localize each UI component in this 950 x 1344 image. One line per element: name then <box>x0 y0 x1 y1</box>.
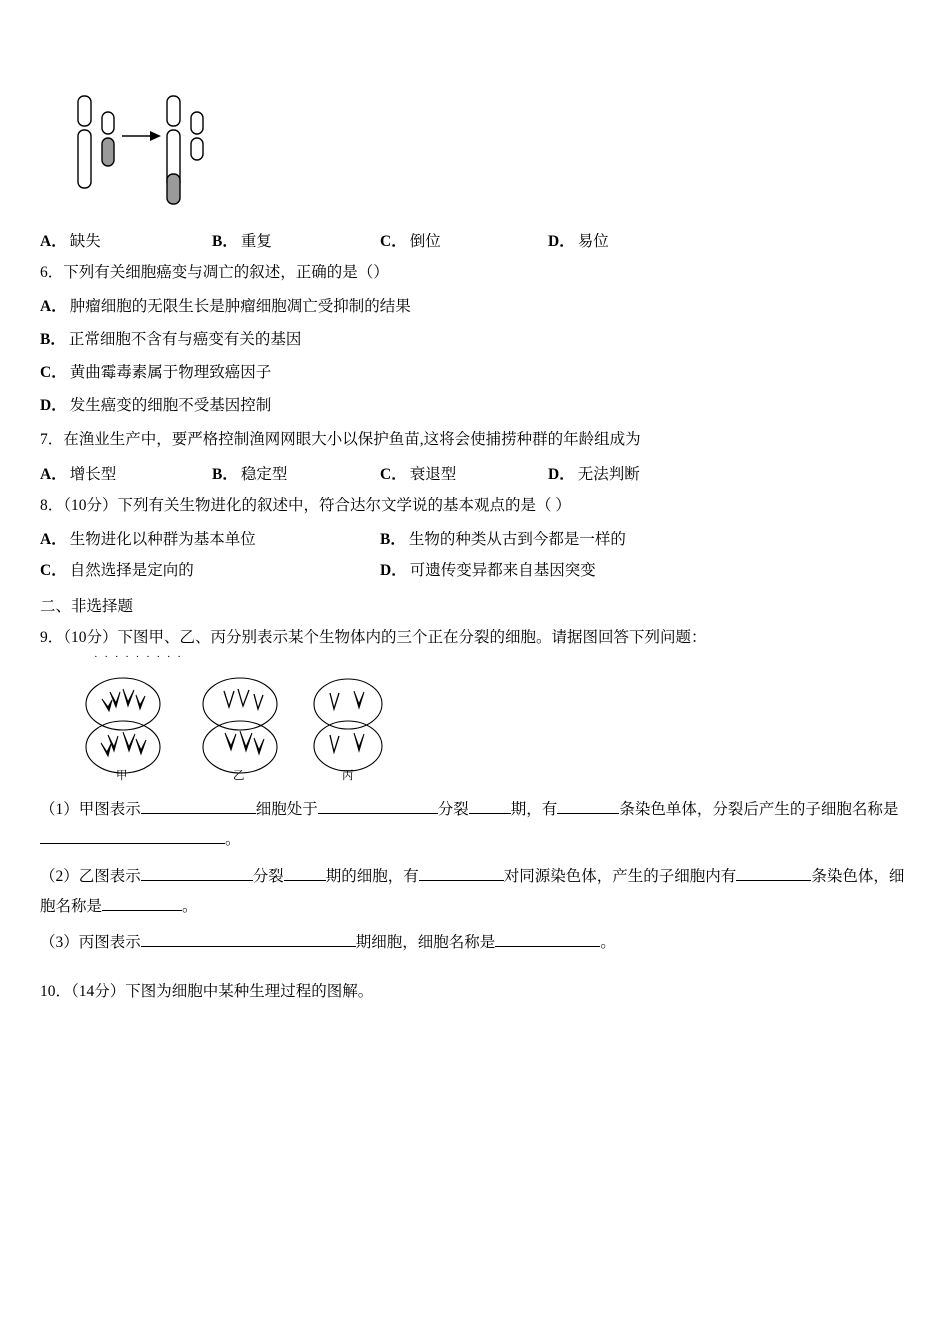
q9-sub1-b: 细胞处于 <box>255 801 318 819</box>
q6-option-a <box>40 295 910 319</box>
q6-option-c-label: C． <box>40 363 67 381</box>
q5-option-c-label: C． <box>380 233 407 250</box>
figure-caption-bing: 丙 <box>342 770 354 783</box>
q9-sub1-e: 条染色单体，分裂后产生的子细胞名称是 <box>619 801 899 819</box>
q9-sub2-b: 分裂 <box>252 867 284 885</box>
q9-sub1-blank4[interactable] <box>557 797 619 814</box>
q7-option-d <box>548 462 716 484</box>
q8-stem: 8．（10分）下列有关生物进化的叙述中，符合达尔文学说的基本观点的是（ ） <box>40 496 571 514</box>
q7-options-row <box>40 462 910 484</box>
q6-option-d-text: 发生癌变的细胞不受基因控制 <box>69 396 272 414</box>
q6-option-c <box>40 361 910 385</box>
q9-sub1-blank1[interactable] <box>141 797 256 814</box>
q5-option-c-text: 倒位 <box>409 233 441 250</box>
q8-option-d-label: D． <box>380 562 407 580</box>
q6-option-b <box>40 328 910 352</box>
q9-sub2-f: 。 <box>182 897 198 915</box>
q9-sub1-d: 期，有 <box>510 801 558 819</box>
q5-option-b-text: 重复 <box>240 233 272 250</box>
q9-stem: 9．（10分）下图甲、乙、丙分别表示某个生物体内的三个正在分裂的细胞。请据图回答下列问题： <box>40 629 707 647</box>
q5-option-a-text: 缺失 <box>69 233 101 250</box>
q9-sub1-c: 分裂 <box>437 801 469 819</box>
q5-option-b-label: B． <box>212 233 238 250</box>
q8-options-row-2 <box>40 558 910 580</box>
q5-option-a-label: A． <box>40 233 67 250</box>
q6-option-d <box>40 394 910 418</box>
q8-option-c-label: C． <box>40 562 67 580</box>
chromosome-variation-diagram <box>60 90 260 220</box>
q7-option-d-text: 无法判断 <box>577 465 640 483</box>
q8-option-c-text: 自然选择是定向的 <box>69 562 194 580</box>
q7-option-a <box>40 462 212 484</box>
q5-option-c <box>380 229 548 251</box>
q9-sub3-a: （3）丙图表示 <box>40 934 141 952</box>
q5-options-row <box>40 229 910 251</box>
q7-option-b-label: B． <box>212 465 238 483</box>
q9-sub2-blank5[interactable] <box>102 894 182 911</box>
q8-option-a-label: A． <box>40 531 67 549</box>
q8-option-b-text: 生物的种类从古到今都是一样的 <box>408 531 626 549</box>
figure-caption-yi: 乙 <box>233 770 245 783</box>
q9-sub2-e: 条染色体，细胞名称是 <box>40 867 905 915</box>
q7-option-a-label: A． <box>40 465 67 483</box>
q8-option-d <box>380 558 720 580</box>
q7-option-c-text: 衰退型 <box>409 465 457 483</box>
q8-option-a <box>40 527 380 549</box>
q7-option-b-text: 稳定型 <box>240 465 288 483</box>
figure-caption-jia: 甲 <box>116 770 128 783</box>
q8-option-c <box>40 558 380 580</box>
q9-sub2-blank2[interactable] <box>284 863 326 880</box>
q7-option-c <box>380 462 548 484</box>
q9-sub1-blank5[interactable] <box>40 827 225 844</box>
q7-option-b <box>212 462 380 484</box>
q8-option-d-text: 可遗传变异都来自基因突变 <box>409 562 596 580</box>
q9-sub2-blank3[interactable] <box>419 863 504 880</box>
q5-option-d-label: D． <box>548 233 575 250</box>
q9-sub2-a: （2）乙图表示 <box>40 867 141 885</box>
q5-option-a <box>40 229 212 251</box>
q9-sub2-c: 期的细胞，有 <box>325 867 419 885</box>
page-content <box>40 90 910 1007</box>
q9-sub2-blank1[interactable] <box>141 863 253 880</box>
q9-sub2-d: 对同源染色体，产生的子细胞内有 <box>503 867 737 885</box>
q9-sub2 <box>40 862 910 922</box>
q7-option-c-label: C． <box>380 465 407 483</box>
q6-option-a-text: 肿瘤细胞的无限生长是肿瘤细胞凋亡受抑制的结果 <box>69 297 411 315</box>
q9-sub1-blank3[interactable] <box>469 797 511 814</box>
q8-option-a-text: 生物进化以种群为基本单位 <box>69 531 256 549</box>
dividing-cells-figure <box>68 651 398 789</box>
q6-option-b-text: 正常细胞不含有与癌变有关的基因 <box>68 330 302 348</box>
q5-option-b <box>212 229 380 251</box>
q10-stem: 10．（14分）下图为细胞中某种生理过程的图解。 <box>40 983 374 1001</box>
q7-option-d-label: D． <box>548 465 575 483</box>
q6-option-c-text: 黄曲霉毒素属于物理致癌因子 <box>69 363 272 381</box>
q6-stem: 6．下列有关细胞癌变与凋亡的叙述，正确的是（） <box>40 264 389 281</box>
q9-sub3-blank2[interactable] <box>495 930 600 947</box>
chromosome-variation-figure <box>60 90 260 220</box>
q5-option-d <box>548 229 716 251</box>
q9-sub1-blank2[interactable] <box>318 797 438 814</box>
q9-sub3-blank1[interactable] <box>141 930 356 947</box>
q9-sub3 <box>40 928 910 958</box>
q7-option-a-text: 增长型 <box>69 465 117 483</box>
q9-sub3-b: 期细胞，细胞名称是 <box>355 934 496 952</box>
q8-option-b <box>380 527 720 549</box>
q9-sub3-c: 。 <box>600 934 616 952</box>
q8-option-b-label: B． <box>380 531 406 549</box>
q6-option-a-label: A． <box>40 297 67 315</box>
q9-sub2-blank4[interactable] <box>736 863 811 880</box>
q7-stem: 7．在渔业生产中，要严格控制渔网网眼大小以保护鱼苗,这将会使捕捞种群的年龄组成为 <box>40 430 641 448</box>
dividing-cells-diagram <box>68 659 398 784</box>
q8-options-row-1 <box>40 527 910 549</box>
q6-option-b-label: B． <box>40 330 66 348</box>
q5-option-d-text: 易位 <box>577 233 609 250</box>
q6-option-d-label: D． <box>40 396 67 414</box>
dotted-decoration: · · · · · · · · · <box>94 651 183 664</box>
q9-sub1 <box>40 795 910 855</box>
q9-sub1-f: 。 <box>225 831 241 849</box>
q9-sub1-a: （1）甲图表示 <box>40 801 141 819</box>
section-title-2: 二、非选择题 <box>40 598 134 616</box>
